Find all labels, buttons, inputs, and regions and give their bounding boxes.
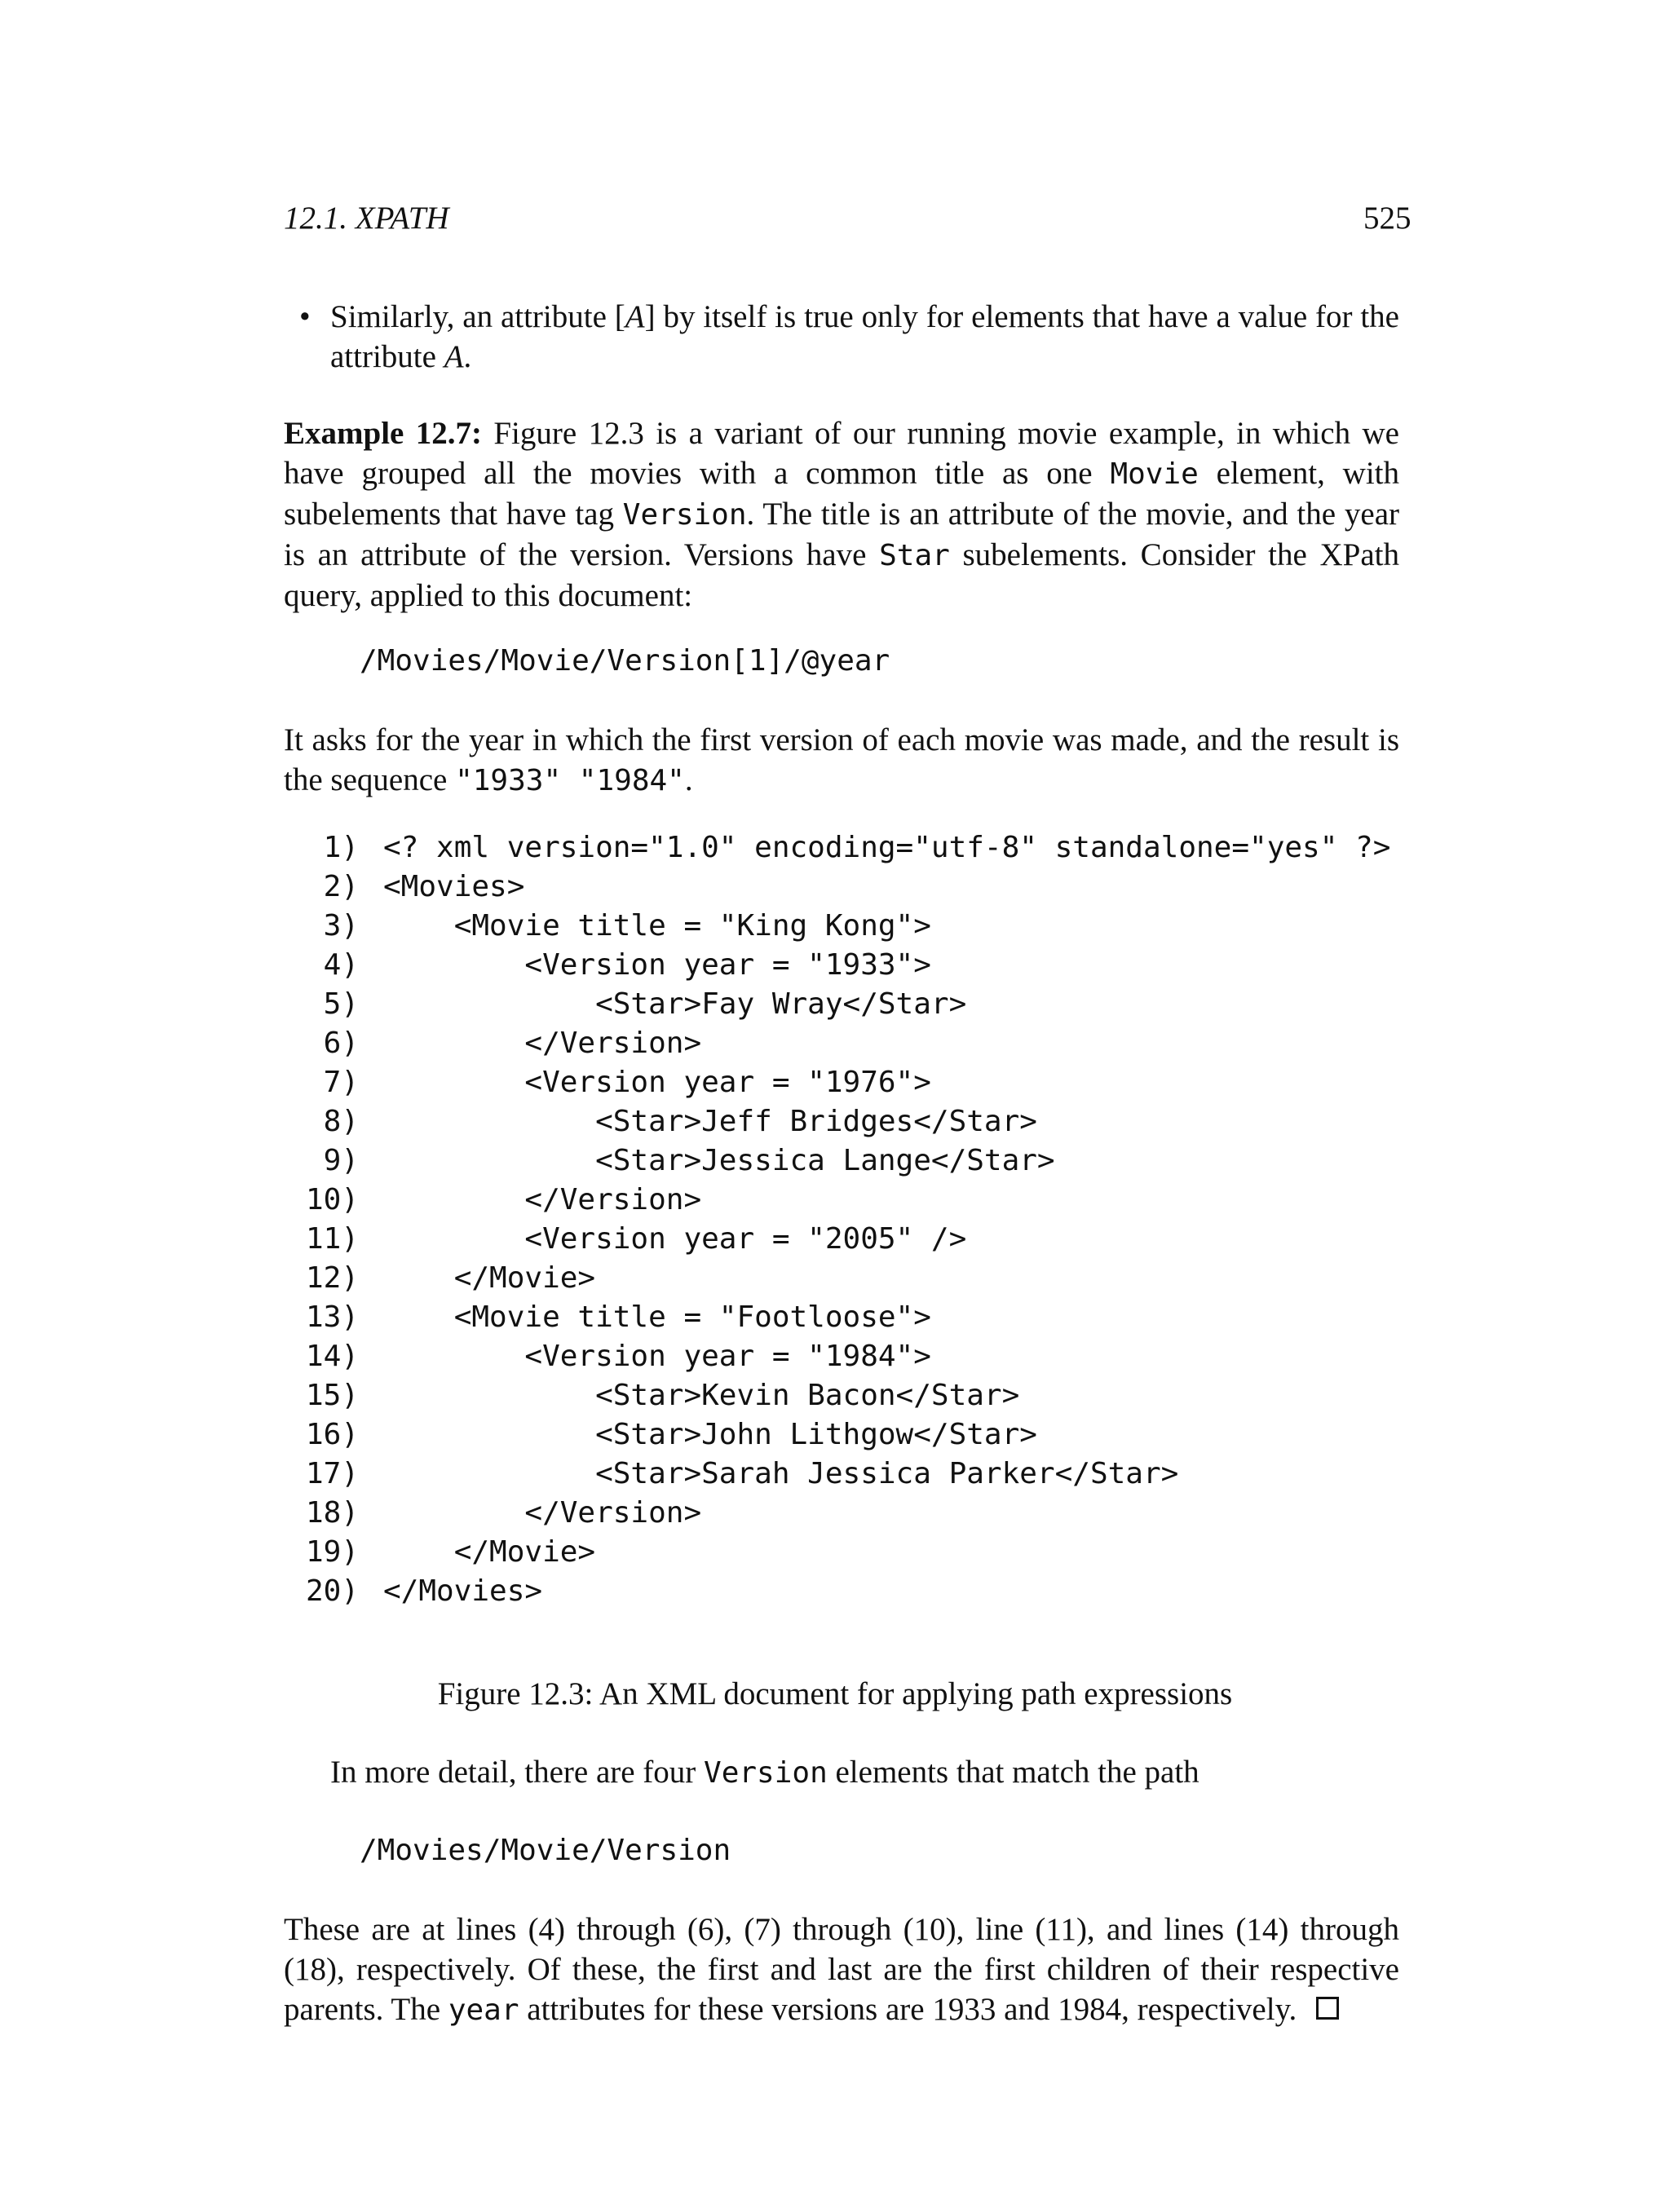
code-line-number: 14) [305,1340,359,1373]
code-line-number: 12) [305,1261,359,1295]
code-line-text: <Star>Kevin Bacon</Star> [383,1379,1020,1412]
bullet-text-2: ] by itself is true only for elements that have a value for the attribute [330,299,1399,374]
code-line-number: 2) [323,870,359,903]
example-text-4: subelements. Consider the XPath query, applied to this document: [284,537,1399,613]
detail-text-2: elements that match the path [827,1755,1199,1790]
code-line-number: 3) [323,909,359,943]
final-paragraph [284,1910,1399,2030]
code-line-number: 15) [305,1379,359,1412]
code-line-text: <? xml version="1.0" encoding="utf-8" standalone="yes" ?> [383,831,1391,864]
code-line-number: 1) [323,831,359,864]
code-line-text: <Version year = "1976"> [383,1066,931,1099]
bullet-marker: • [299,299,311,334]
bullet-text-3: . [463,339,472,374]
code-version: Version [622,498,747,532]
code-line-text: <Version year = "1933"> [383,948,931,982]
result-sequence: "1933" "1984" [455,764,685,797]
result-text-1: It asks for the year in which the first version of each movie was made, and the result is the sequence [284,722,1399,797]
code-line-text: <Movies> [383,870,525,903]
code-line-number: 18) [305,1496,359,1530]
code-line-text: <Version year = "1984"> [383,1340,931,1373]
example-text-2: element, with subelements that have tag [284,456,1399,532]
code-line-text: <Movie title = "Footloose"> [383,1300,931,1334]
page-number: 525 [1363,201,1412,236]
final-text-2: attributes for these versions are 1933 and 1984, respectively. [519,1992,1297,2027]
code-line-number: 7) [323,1066,359,1099]
code-line-text: <Movie title = "King Kong"> [383,909,931,943]
figure-caption: Figure 12.3: An XML document for applying path expressions [437,1676,1233,1711]
attr-var-a-2: A [444,339,464,374]
xml-code-block [0,828,1670,1611]
example-paragraph [284,413,1399,616]
bullet-text-1: Similarly, an attribute [ [330,299,625,334]
final-text-1: These are at lines (4) through (6), (7) through (10), line (11), and lines (14) through (18), respectively. Of these, the first and last are the first children of their respective parents. The [284,1912,1399,2027]
code-star: Star [879,539,950,572]
example-text-3: . The title is an attribute of the movie, and the year is an attribute of the version. Versions have [284,497,1399,572]
code-line-number: 13) [305,1300,359,1334]
code-line-number: 17) [305,1457,359,1490]
code-line-number: 19) [305,1535,359,1569]
code-version-2: Version [704,1756,828,1790]
code-line-number: 5) [323,987,359,1021]
attr-var-a: A [625,299,645,334]
code-year: year [448,1993,519,2027]
code-line-number: 16) [305,1418,359,1451]
code-line-number: 6) [323,1027,359,1060]
code-line-number: 10) [305,1183,359,1216]
qed-box-icon [1316,1997,1339,2020]
code-line-text: <Version year = "2005" /> [383,1222,967,1256]
code-line-number: 8) [323,1105,359,1138]
code-line-text: </Version> [383,1027,702,1060]
code-line-text: </Movies> [383,1574,543,1608]
code-line-number: 4) [323,948,359,982]
code-line-text: <Star>Jessica Lange</Star> [383,1144,1055,1177]
detail-paragraph [330,1754,1199,1790]
xpath-query-1: /Movies/Movie/Version[1]/@year [360,644,890,678]
xpath-query-2: /Movies/Movie/Version [360,1834,731,1867]
code-line-text: <Star>John Lithgow</Star> [383,1418,1037,1451]
code-line-text: <Star>Sarah Jessica Parker</Star> [383,1457,1179,1490]
detail-text-1: In more detail, there are four [330,1755,705,1790]
result-paragraph [284,720,1399,801]
code-line-text: <Star>Jeff Bridges</Star> [383,1105,1037,1138]
example-label: Example 12.7: [284,416,482,451]
code-line-number: 20) [305,1574,359,1608]
code-line-text: <Star>Fay Wray</Star> [383,987,967,1021]
example-text-1: Figure 12.3 is a variant of our running movie example, in which we have grouped all the movies with a common title as one [284,416,1399,491]
code-movie: Movie [1110,457,1199,491]
code-line-text: </Movie> [383,1261,596,1295]
result-text-2: . [684,762,693,797]
code-line-number: 11) [305,1222,359,1256]
code-line-number: 9) [323,1144,359,1177]
running-head: 12.1. XPATH [284,201,449,236]
code-line-text: </Version> [383,1496,702,1530]
bullet-item [299,297,1399,377]
code-line-text: </Version> [383,1183,702,1216]
code-line-text: </Movie> [383,1535,596,1569]
